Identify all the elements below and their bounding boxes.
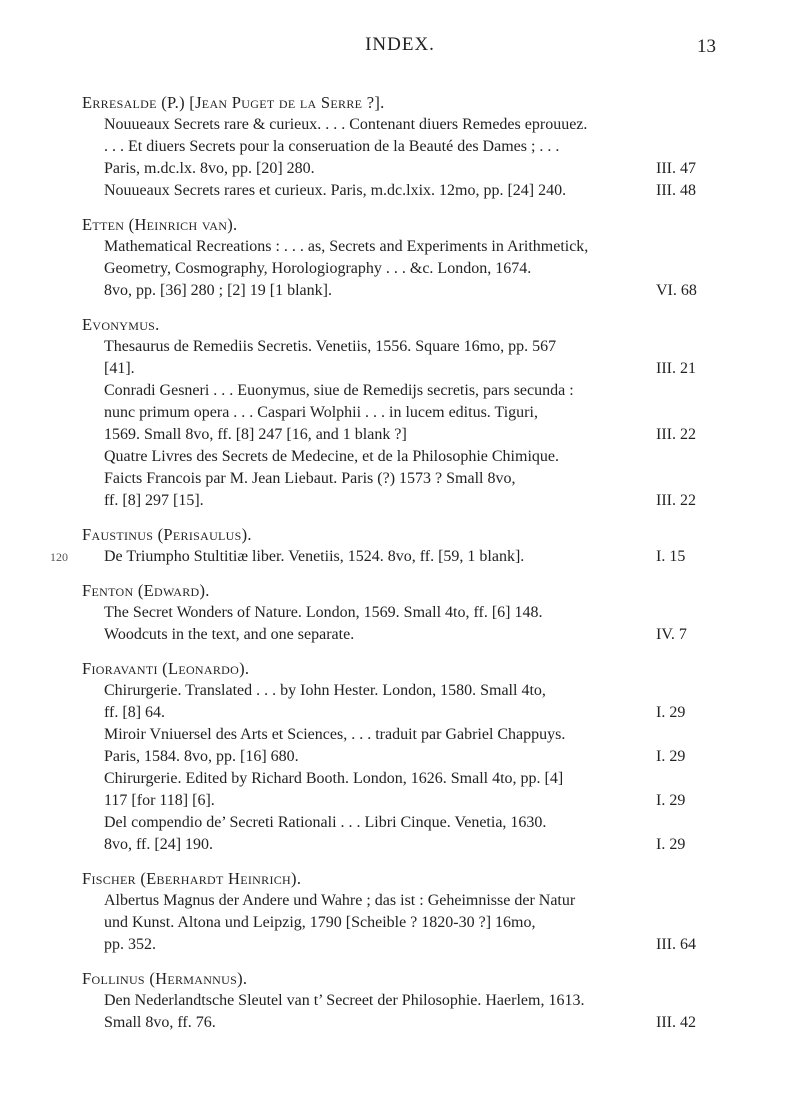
item-line: Nouueaux Secrets rares et curieux. Paris, m.dc.lxix. 12mo, pp. [24] 240.: [104, 182, 567, 199]
entry-heading: Evonymus.: [82, 315, 160, 334]
entry-heading: Follinus (Hermannus).: [82, 969, 248, 988]
item-line: Faicts Francois par M. Jean Liebaut. Paris (?) 1573 ? Small 8vo,: [104, 470, 516, 487]
volume-page-ref: IV. 7: [656, 626, 687, 643]
index-entry: [82, 214, 718, 302]
volume-page-ref: I. 29: [656, 748, 686, 765]
index-entry: [82, 968, 718, 1034]
item-line: 8vo, pp. [36] 280 ; [2] 19 [1 blank].: [104, 282, 332, 299]
entry-item: [82, 114, 718, 180]
entry-item: [82, 180, 718, 202]
item-line: Miroir Vniuersel des Arts et Sciences, . . . traduit par Gabriel Chappuys.: [104, 726, 566, 743]
entry-item: [82, 380, 718, 446]
volume-page-ref: III. 21: [656, 360, 696, 377]
index-entry: [82, 92, 718, 202]
item-line: Den Nederlandtsche Sleutel van t’ Secreet der Philosophie. Haerlem, 1613.: [104, 992, 585, 1009]
entry-item: [82, 546, 718, 568]
entry-item: [82, 990, 718, 1034]
index-entry: [82, 314, 718, 512]
item-line: Woodcuts in the text, and one separate.: [104, 626, 355, 643]
volume-page-ref: III. 42: [656, 1014, 696, 1031]
item-line: Chirurgerie. Translated . . . by Iohn Hester. London, 1580. Small 4to,: [104, 682, 546, 699]
entry-item: [82, 890, 718, 956]
index-entry: [82, 868, 718, 956]
entry-item: [82, 602, 718, 646]
item-line: The Secret Wonders of Nature. London, 1569. Small 4to, ff. [6] 148.: [104, 604, 543, 621]
item-line: 1569. Small 8vo, ff. [8] 247 [16, and 1 blank ?]: [104, 426, 407, 443]
item-line: Paris, 1584. 8vo, pp. [16] 680.: [104, 748, 299, 765]
entry-heading: Etten (Heinrich van).: [82, 215, 238, 234]
volume-page-ref: III. 22: [656, 492, 696, 509]
volume-page-ref: I. 29: [656, 836, 686, 853]
index-list: [82, 92, 718, 1046]
entry-item: [82, 680, 718, 724]
item-line: De Triumpho Stultitiæ liber. Venetiis, 1524. 8vo, ff. [59, 1 blank].: [104, 548, 525, 565]
entry-item: [82, 812, 718, 856]
item-line: 117 [for 118] [6].: [104, 792, 215, 809]
entry-item: [82, 768, 718, 812]
volume-page-ref: I. 29: [656, 792, 686, 809]
volume-page-ref: I. 15: [656, 548, 686, 565]
index-entry: [82, 580, 718, 646]
volume-page-ref: III. 48: [656, 182, 696, 199]
page-number: 13: [697, 36, 716, 57]
volume-page-ref: III. 22: [656, 426, 696, 443]
entry-heading: Fioravanti (Leonardo).: [82, 659, 250, 678]
entry-heading: Fischer (Eberhardt Heinrich).: [82, 869, 302, 888]
item-line: nunc primum opera . . . Caspari Wolphii . . . in lucem editus. Tiguri,: [104, 404, 538, 421]
entry-item: [82, 446, 718, 512]
item-line: Mathematical Recreations : . . . as, Secrets and Experiments in Arithmetick,: [104, 238, 589, 255]
entry-item: [82, 236, 718, 302]
item-line: [41].: [104, 360, 135, 377]
entry-heading: Erresalde (P.) [Jean Puget de la Serre ?].: [82, 93, 385, 112]
item-line: und Kunst. Altona und Leipzig, 1790 [Scheible ? 1820-30 ?] 16mo,: [104, 914, 536, 931]
item-line: ff. [8] 297 [15].: [104, 492, 204, 509]
volume-page-ref: III. 47: [656, 160, 696, 177]
item-line: Albertus Magnus der Andere und Wahre ; das ist : Geheimnisse der Natur: [104, 892, 576, 909]
running-head: INDEX.: [365, 34, 435, 55]
volume-page-ref: VI. 68: [656, 282, 697, 299]
item-line: Thesaurus de Remediis Secretis. Venetiis, 1556. Square 16mo, pp. 567: [104, 338, 557, 355]
item-line: Geometry, Cosmography, Horologiography . . . &c. London, 1674.: [104, 260, 532, 277]
entry-item: [82, 724, 718, 768]
volume-page-ref: III. 64: [656, 936, 696, 953]
entry-heading: Fenton (Edward).: [82, 581, 210, 600]
entry-heading: Faustinus (Perisaulus).: [82, 525, 252, 544]
entry-item: [82, 336, 718, 380]
volume-page-ref: I. 29: [656, 704, 686, 721]
item-line: Quatre Livres des Secrets de Medecine, et de la Philosophie Chimique.: [104, 448, 559, 465]
item-line: Paris, m.dc.lx. 8vo, pp. [20] 280.: [104, 160, 315, 177]
item-line: ff. [8] 64.: [104, 704, 166, 721]
item-line: Nouueaux Secrets rare & curieux. . . . Contenant diuers Remedes eprouuez.: [104, 116, 588, 133]
item-line: Conradi Gesneri . . . Euonymus, siue de Remedijs secretis, pars secunda :: [104, 382, 574, 399]
margin-note: 120: [50, 550, 68, 564]
item-line: pp. 352.: [104, 936, 156, 953]
index-entry: [82, 658, 718, 856]
index-entry: [82, 524, 718, 568]
item-line: Del compendio de’ Secreti Rationali . . . Libri Cinque. Venetia, 1630.: [104, 814, 547, 831]
item-line: Chirurgerie. Edited by Richard Booth. London, 1626. Small 4to, pp. [4]: [104, 770, 564, 787]
item-line: . . . Et diuers Secrets pour la conseruation de la Beauté des Dames ; . . .: [104, 138, 560, 155]
item-line: Small 8vo, ff. 76.: [104, 1014, 216, 1031]
item-line: 8vo, ff. [24] 190.: [104, 836, 214, 853]
